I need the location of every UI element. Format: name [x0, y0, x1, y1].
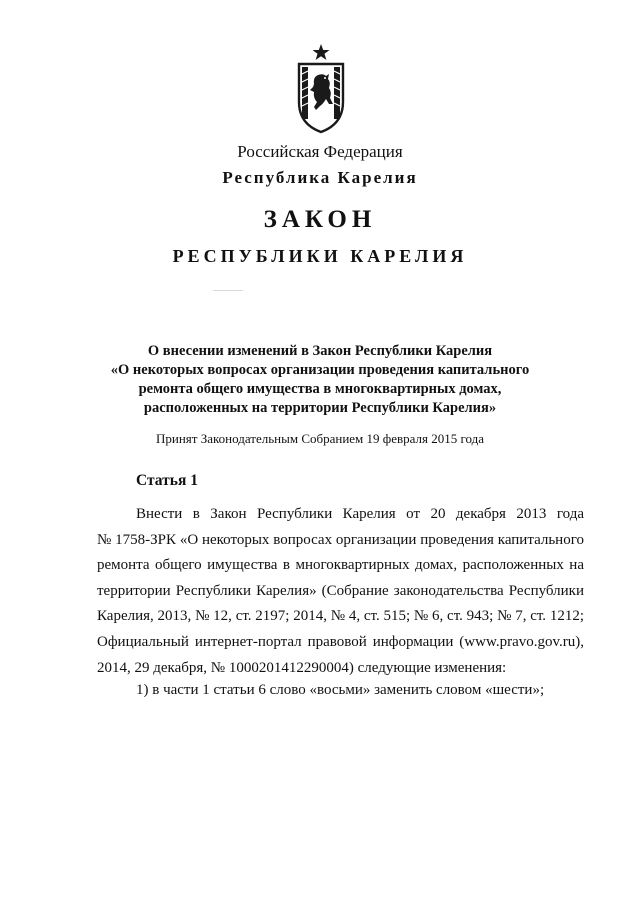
- law-title-line: расположенных на территории Республики Карелия»: [143, 400, 497, 416]
- law-subheading: РЕСПУБЛИКИ КАРЕЛИЯ: [172, 246, 468, 266]
- adoption-note: Принят Законодательным Собранием 19 февраля 2015 года: [156, 431, 484, 446]
- paragraph-line: Внести в Закон Республики Карелия от 20 декабря 2013 года: [136, 506, 584, 522]
- law-heading: ЗАКОН: [263, 206, 377, 233]
- amendment-item-1: 1) в части 1 статьи 6 слово «восьми» заменить словом «шести»;: [136, 682, 545, 698]
- scan-mark: [213, 290, 243, 291]
- paragraph-line: территории Республики Карелия» (Собрание законодательства Республики: [97, 582, 584, 599]
- article-paragraph: [97, 502, 584, 681]
- paragraph-line: Официальный интернет-портал правовой информации (www.pravo.gov.ru),: [97, 633, 584, 650]
- law-title-line: ремонта общего имущества в многоквартирных домах,: [138, 381, 502, 397]
- country-name: Российская Федерация: [237, 142, 403, 161]
- article-heading: Статья 1: [136, 472, 198, 489]
- paragraph-line: ремонта общего имущества в многоквартирных домах, расположенных на: [97, 557, 584, 574]
- paragraph-line: Карелия, 2013, № 12, ст. 2197; 2014, № 4, ст. 515; № 6, ст. 943; № 7, ст. 1212;: [97, 608, 584, 625]
- karelia-coat-of-arms-icon: [296, 44, 346, 134]
- law-title: [0, 342, 640, 418]
- paragraph-line: 2014, 29 декабря, № 1000201412290004) следующие изменения:: [97, 659, 507, 676]
- paragraph-line: № 1758-ЗРК «О некоторых вопросах организации проведения капитального: [97, 531, 584, 548]
- republic-name: Республика Карелия: [222, 168, 418, 187]
- law-title-line: «О некоторых вопросах организации проведения капитального: [110, 362, 530, 378]
- law-title-line: О внесении изменений в Закон Республики Карелия: [147, 343, 493, 359]
